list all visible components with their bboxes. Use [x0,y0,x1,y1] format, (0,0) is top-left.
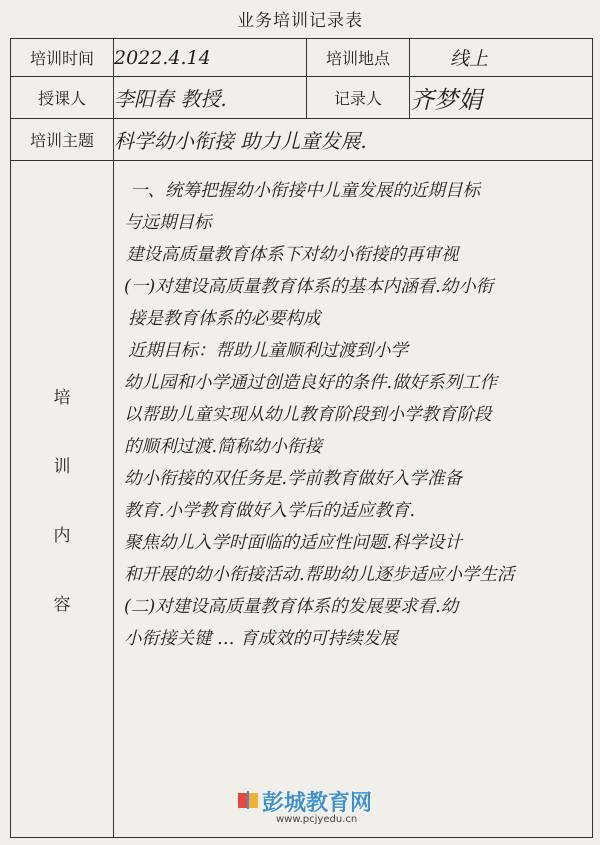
content-line: 接是教育体系的必要构成 [128,309,321,329]
label-training-place: 培训地点 [307,39,410,77]
value-training-place: 线上 [410,39,593,77]
label-topic: 培训主题 [11,119,114,161]
label-content [11,161,114,838]
value-lecturer: 李阳春 教授. [114,77,307,119]
page-title: 业务培训记录表 [237,11,363,31]
book-logo-icon [236,788,260,812]
content-line: 幼儿园和小学通过创造良好的条件.做好系列工作 [124,373,498,393]
content-line: 建设高质量教育体系下对幼小衔接的再审视 [126,245,459,265]
label-content-char: 容 [53,595,71,615]
value-training-time: 2022.4.14 [114,39,307,77]
content-line: 与远期目标 [124,213,212,233]
content-line: 教育.小学教育做好入学后的适应教育. [124,501,416,521]
content-line: 幼小衔接的双任务是.学前教育做好入学准备 [124,469,463,489]
content-line: 和开展的幼小衔接活动.帮助幼儿逐步适应小学生活 [124,565,515,585]
training-record-table [10,38,593,838]
content-line: 的顺利过渡.简称幼小衔接 [124,437,323,457]
label-content-char: 培 [53,388,71,408]
row-time-place [11,39,593,77]
label-content-char: 训 [53,457,71,477]
content-line: 以帮助儿童实现从幼儿教育阶段到小学教育阶段 [124,405,492,425]
content-line: 小衔接关键 … 育成效的可持续发展 [124,629,398,649]
content-line: (二)对建设高质量教育体系的发展要求看.幼 [124,597,459,617]
watermark-name: 彭城教育网 [262,791,373,816]
content-line: (一)对建设高质量教育体系的基本内涵看.幼小衔 [124,277,494,297]
value-recorder: 齐梦娟 [410,77,593,119]
row-lecturer-recorder [11,77,593,119]
row-topic [11,119,593,161]
label-content-char: 内 [53,526,71,546]
watermark [236,782,426,830]
content-lines [114,161,592,655]
value-topic: 科学幼小衔接 助力儿童发展. [114,119,593,161]
label-recorder: 记录人 [307,77,410,119]
label-training-time: 培训时间 [11,39,114,77]
row-content [11,161,593,838]
content-line: 聚焦幼儿入学时面临的适应性问题.科学设计 [124,533,463,553]
content-body [114,161,593,838]
content-line: 近期目标：帮助儿童顺利过渡到小学 [128,341,408,361]
content-line: 一、统筹把握幼小衔接中儿童发展的近期目标 [130,181,480,201]
label-lecturer: 授课人 [11,77,114,119]
watermark-url: www.pcjyedu.cn [276,814,358,825]
